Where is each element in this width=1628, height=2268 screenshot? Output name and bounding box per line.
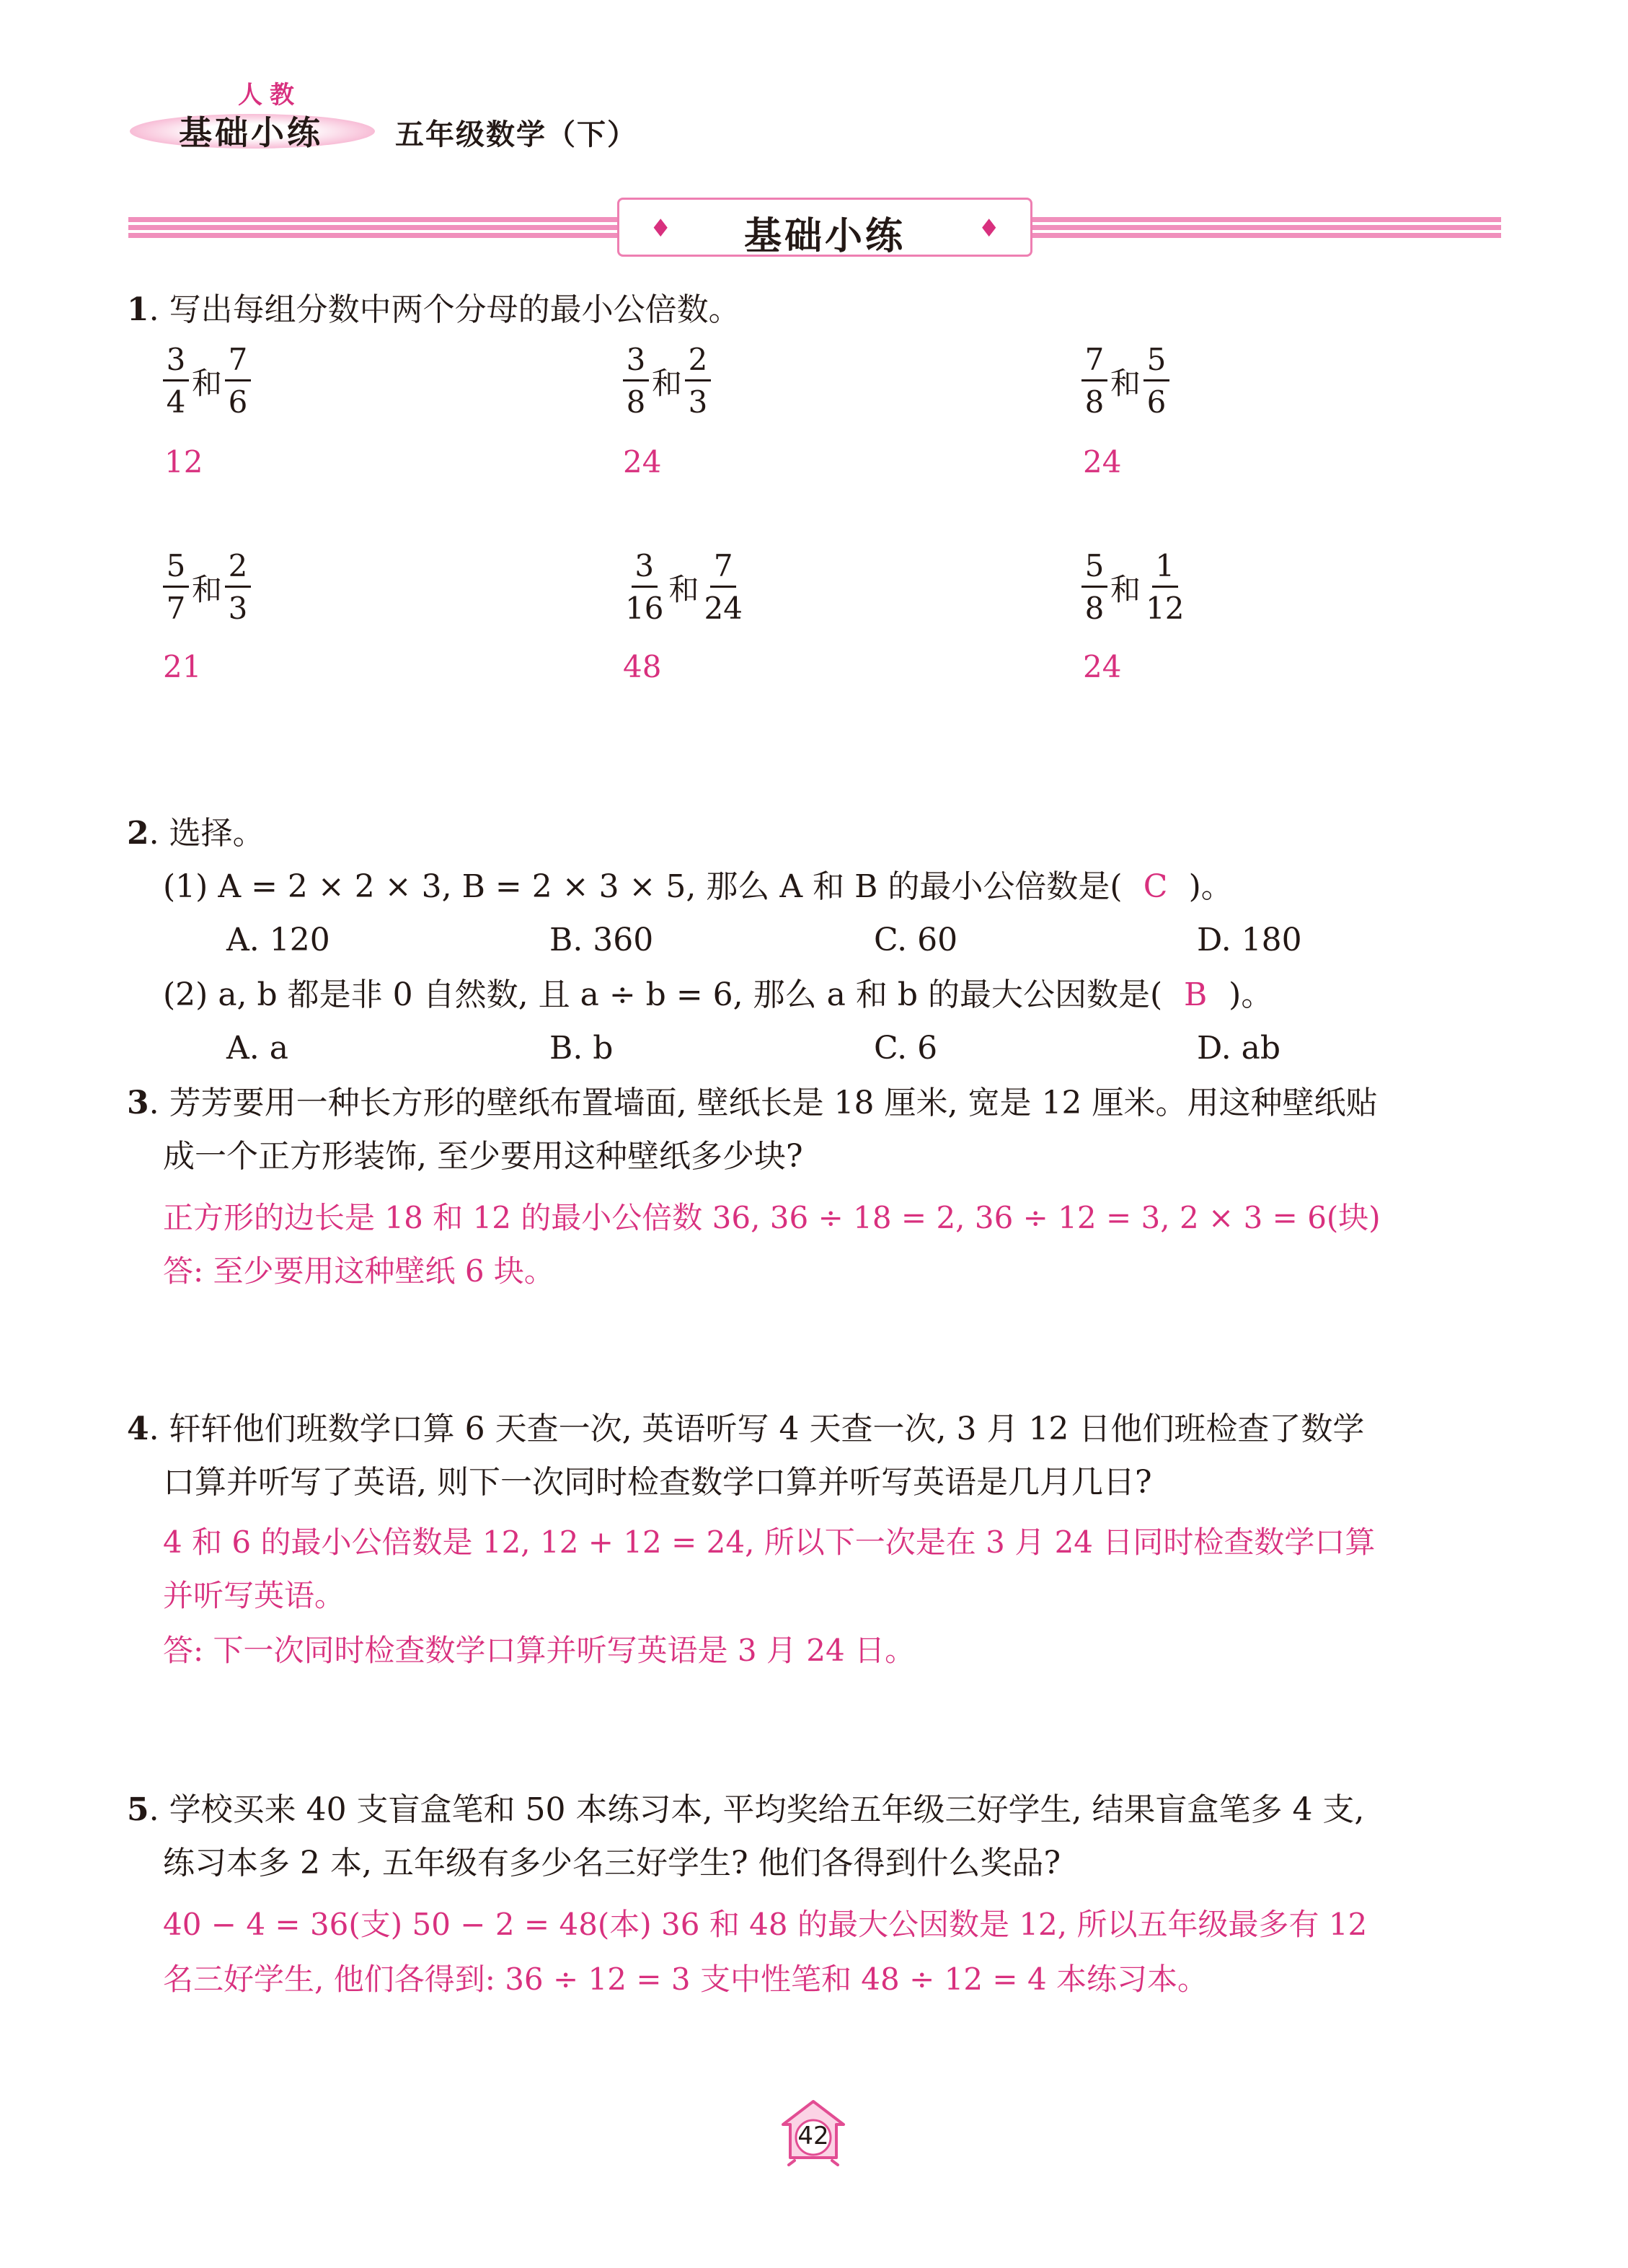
option: A. a xyxy=(226,1030,288,1067)
fraction-pair: $\frac{3}{8}$ 和 $\frac{2}{3}$ xyxy=(623,345,711,418)
answer: 24 xyxy=(1083,444,1122,480)
fraction-pair: $\frac{5}{8}$ 和 $\frac{1}{12}$ xyxy=(1081,551,1186,624)
banner-band-right xyxy=(1032,215,1501,241)
answer-line: 正方形的边长是 18 和 12 的最小公倍数 36, 36 ÷ 18 = 2, 36 ÷ 12 = 3, 2 × 3 = 6(块) xyxy=(163,1200,1381,1235)
answer: B xyxy=(1183,976,1208,1013)
answer-line: 答: 至少要用这种壁纸 6 块。 xyxy=(163,1253,554,1289)
question-5-stem: 5. 学校买来 40 支盲盒笔和 50 本练习本, 平均奖给五年级三好学生, 结果盲盒笔多 4 支, xyxy=(127,1791,1365,1828)
option: D. 180 xyxy=(1197,922,1302,958)
fraction-pair: $\frac{3}{4}$ 和 $\frac{7}{6}$ xyxy=(163,345,251,418)
book-subtitle: 五年级数学（下） xyxy=(395,118,637,151)
option: C. 60 xyxy=(874,922,958,958)
question-3-stem-line2: 成一个正方形装饰, 至少要用这种壁纸多少块? xyxy=(163,1138,803,1175)
question-2-1-stem: (1) A = 2 × 2 × 3, B = 2 × 3 × 5, 那么 A 和 B 的最小公倍数是( C )。 xyxy=(163,868,1233,905)
answer: 24 xyxy=(1083,649,1122,684)
fraction-pair: $\frac{3}{16}$ 和 $\frac{7}{24}$ xyxy=(625,548,743,626)
page-number: 42 xyxy=(797,2122,829,2150)
option: B. 360 xyxy=(549,922,654,958)
diamond-icon: ♦ xyxy=(978,214,1000,243)
answer-line: 答: 下一次同时检查数学口算并听写英语是 3 月 24 日。 xyxy=(163,1633,916,1668)
section-title: 基础小练 xyxy=(743,215,906,258)
answer: 24 xyxy=(623,444,662,480)
question-3-stem: 3. 芳芳要用一种长方形的壁纸布置墙面, 壁纸长是 18 厘米, 宽是 12 厘米。用这种壁纸贴 xyxy=(127,1085,1378,1121)
answer: C xyxy=(1143,868,1168,905)
logo-publisher: 人教 xyxy=(238,81,301,110)
question-1-stem: 1. 写出每组分数中两个分母的最小公倍数。 xyxy=(127,291,740,328)
section-title-box xyxy=(617,198,1032,257)
answer-line: 名三好学生, 他们各得到: 36 ÷ 12 = 3 支中性笔和 48 ÷ 12 = 4 本练习本。 xyxy=(163,1962,1208,1997)
banner-band-left xyxy=(128,215,619,241)
fraction-pair: $\frac{5}{7}$ 和 $\frac{2}{3}$ xyxy=(163,551,251,624)
diamond-icon: ♦ xyxy=(650,214,672,243)
answer-line: 并听写英语。 xyxy=(163,1578,345,1613)
answer: 48 xyxy=(623,649,662,684)
option: A. 120 xyxy=(226,922,330,958)
answer-line: 40 − 4 = 36(支) 50 − 2 = 48(本) 36 和 48 的最大公因数是 12, 所以五年级最多有 12 xyxy=(163,1907,1368,1942)
option: D. ab xyxy=(1197,1030,1281,1067)
answer: 21 xyxy=(163,649,202,684)
option: C. 6 xyxy=(874,1030,938,1067)
question-2-stem: 2. 选择。 xyxy=(127,815,265,852)
question-4-stem-line2: 口算并听写了英语, 则下一次同时检查数学口算并听写英语是几月几日? xyxy=(163,1464,1152,1501)
answer: 12 xyxy=(164,444,203,480)
question-4-stem: 4. 轩轩他们班数学口算 6 天查一次, 英语听写 4 天查一次, 3 月 12 日他们班检查了数学 xyxy=(127,1411,1365,1447)
logo-series-title: 基础小练 xyxy=(179,113,323,152)
question-2-2-stem: (2) a, b 都是非 0 自然数, 且 a ÷ b = 6, 那么 a 和 b 的最大公因数是( B )。 xyxy=(163,976,1273,1013)
page-number-badge xyxy=(779,2097,848,2166)
fraction-pair: $\frac{7}{8}$ 和 $\frac{5}{6}$ xyxy=(1081,345,1169,418)
question-5-stem-line2: 练习本多 2 本, 五年级有多少名三好学生? 他们各得到什么奖品? xyxy=(163,1845,1061,1881)
answer-line: 4 和 6 的最小公倍数是 12, 12 + 12 = 24, 所以下一次是在 3 月 24 日同时检查数学口算 xyxy=(163,1524,1376,1560)
option: B. b xyxy=(549,1030,614,1067)
